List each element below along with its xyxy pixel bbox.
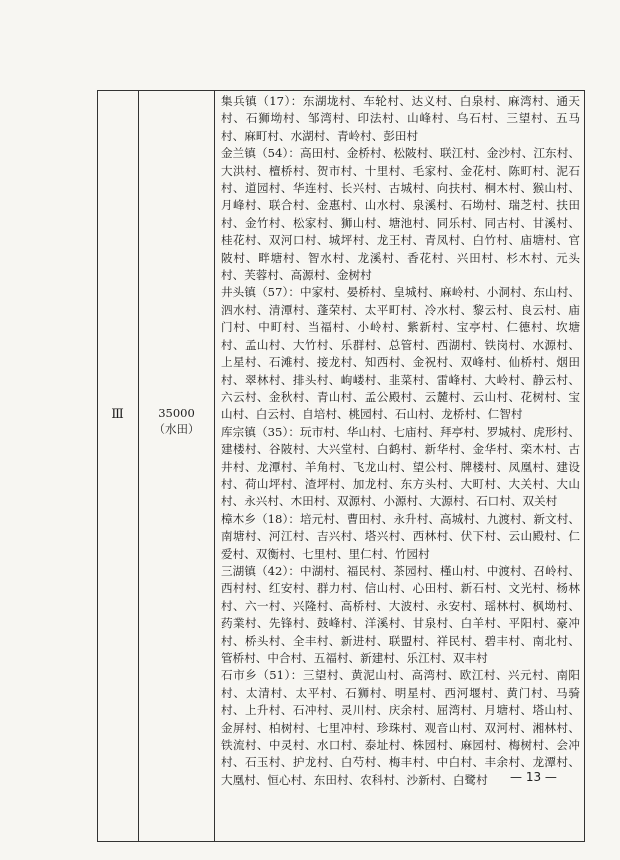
town-entry: 库宗镇（35）：玩市村、华山村、七庙村、拜亭村、罗城村、虎形村、建楼村、谷陂村、大兴堂村、白鹤村、新华村、金华村、栾木村、古井村、龙潭村、羊角村、飞龙山村、望公村、牌楼村、凤凰村、建设村、荷山坪村、渣坪村、加龙村、东方头村、大町村、大关村、大山村、永兴村、木田村、双源村、小源村、大源村、石口村、双关村 [221, 424, 580, 509]
town-entry: 三湖镇（42）：中湖村、福民村、茶园村、槿山村、中渡村、召岭村、西村村、红安村、群力村、信山村、心田村、新石村、文光村、杨林村、六一村、兴隆村、高桥村、大波村、永安村、瑶林村、枫坳村、药業村、先锋村、鼓峰村、洋溪村、甘泉村、白羊村、平阳村、豪冲村、桥头村、全丰村、新进村、联盟村、祥民村、碧丰村、南北村、管桥村、中合村、五福村、新建村、乐江村、双丰村 [221, 563, 580, 665]
column-divider [214, 91, 215, 841]
town-entry: 樟木乡（18）：培元村、曹田村、永升村、高城村、九渡村、新文村、南塘村、河江村、吉兴村、塔兴村、西林村、伏下村、云山殿村、仁爱村、双衡村、七里村、里仁村、竹园村 [221, 511, 580, 561]
town-entry: 金兰镇（54）：高田村、金桥村、松陂村、联江村、金沙村、江东村、大洪村、檀桥村、贺市村、十里村、毛家村、金花村、陈町村、泥石村、道园村、华连村、长兴村、古城村、向扶村、桐木村、猴山村、月峰村、联合村、金惠村、山水村、泉溪村、石坳村、瑞芝村、扶田村、金竹村、松家村、狮山村、塘池村、同乐村、同古村、甘溪村、桂花村、双河口村、城坪村、龙王村、青凤村、白竹村、庙塘村、官陂村、畔塘村、智水村、龙溪村、香花村、兴田村、杉木村、元头村、芙蓉村、高源村、金树村 [221, 146, 580, 283]
land-price-table [97, 90, 585, 842]
village-list-cell [221, 93, 580, 789]
price-cell [139, 405, 214, 437]
column-divider [138, 91, 139, 841]
town-entry: 井头镇（57）：中家村、晏桥村、皇城村、麻岭村、小洞村、东山村、泗水村、清潭村、蓬荣村、太平町村、冷水村、黎云村、良云村、庙门村、中町村、当福村、小岭村、紫新村、宝亭村、仁德村、坎塘村、孟山村、大竹村、乐群村、总管村、西湖村、铁岗村、水源村、上星村、石滩村、接龙村、知西村、金祝村、双峰村、仙桥村、烟田村、翠林村、排头村、岣嵝村、韭菜村、雷峰村、大岭村、静云村、六云村、金秋村、青山村、孟公殿村、云麓村、云山村、花树村、宝山村、白云村、自培村、桃园村、石山村、龙桥村、仁智村 [221, 285, 580, 422]
land-type: （水田） [153, 422, 200, 436]
town-entry: 石市乡（51）：三望村、黄泥山村、高湾村、欧江村、兴元村、南阳村、太清村、太平村、石狮村、明星村、西河堰村、黄门村、马骑村、上升村、石冲村、灵川村、庆余村、屈湾村、月塘村、塔山村、金屏村、柏树村、七里冲村、珍珠村、观音山村、双河村、湘林村、铁流村、中灵村、水口村、泰址村、株园村、麻园村、梅树村、会冲村、石玉村、护龙村、白芍村、梅丰村、中白村、丰余村、龙潭村、大凰村、恒心村、东田村、农科村、沙新村、白鹭村 [221, 668, 580, 787]
page-number: — 13 — [510, 770, 557, 784]
town-entry: 集兵镇（17）：东湖垅村、车轮村、达义村、白泉村、麻湾村、通天村、石狮坳村、邹湾村、印法村、山峰村、乌石村、三望村、五马村、麻町村、水湖村、青岭村、彭田村 [221, 94, 580, 143]
grade-cell: Ⅲ [111, 407, 125, 422]
price-value: 35000 [158, 406, 195, 420]
